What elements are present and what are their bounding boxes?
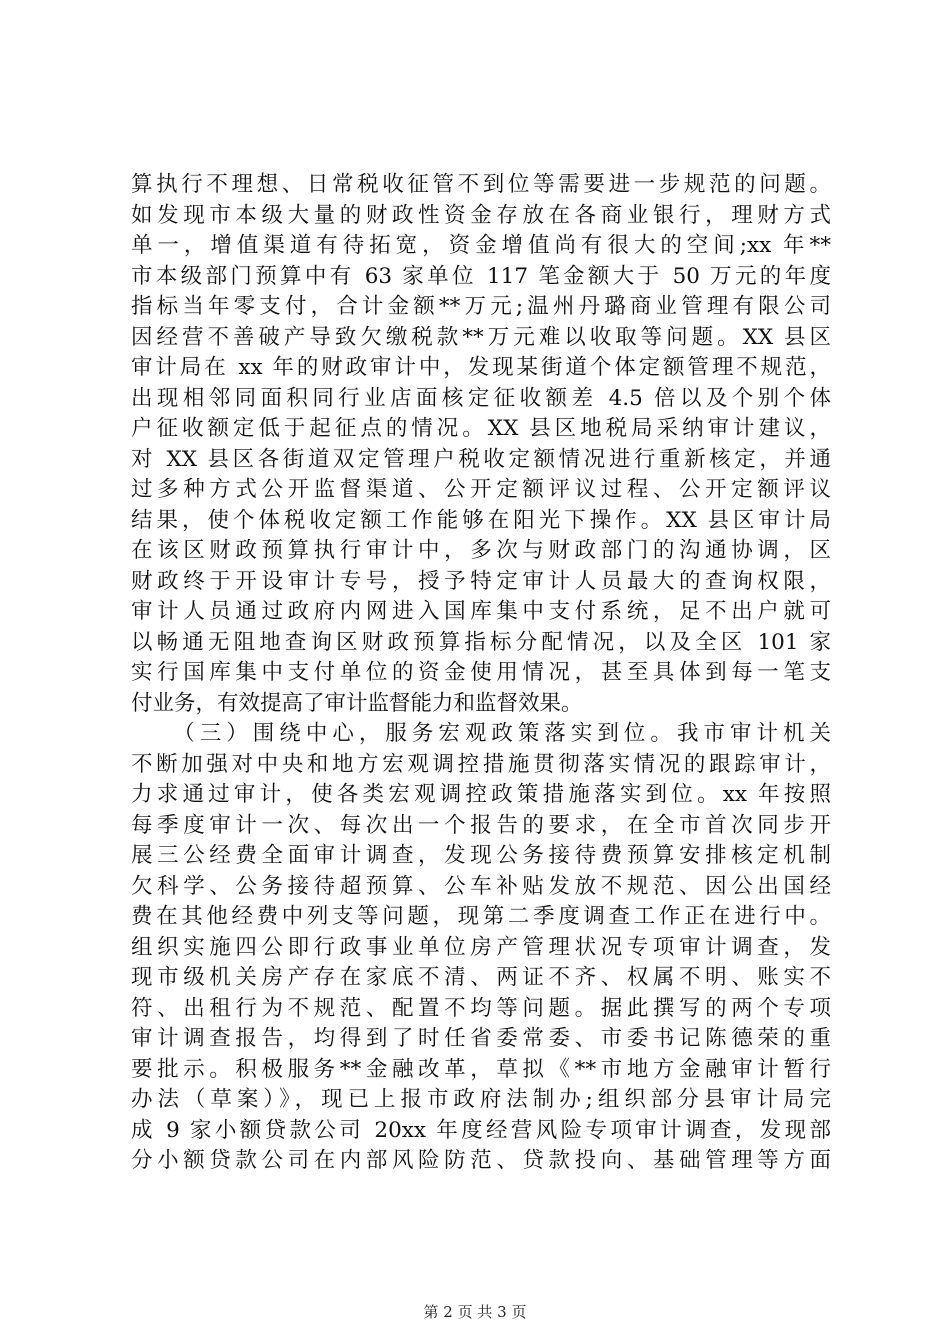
text-line: 审计局在 xx 年的财政审计中，发现某街道个体定额管理不规范， — [131, 355, 831, 380]
text-line: 过多种方式公开监督渠道、公开定额评议过程、公开定额评议 — [131, 477, 831, 502]
text-line: 审计调查报告，均得到了时任省委常委、市委书记陈德荣的重 — [131, 1026, 831, 1051]
text-line: 市本级部门预算中有 63 家单位 117 笔金额大于 50 万元的年度 — [131, 263, 831, 289]
text-line: 欠科学、公务接待超预算、公车补贴发放不规范、因公出国经 — [131, 873, 831, 899]
text-line: 户征收额定低于起征点的情况。XX 县区地税局采纳审计建议， — [131, 416, 831, 441]
text-line: 付业务，有效提高了审计监督能力和监督效果。 — [131, 690, 583, 716]
text-line: 成 9 家小额贷款公司 20xx 年度经营风险专项审计调查，发现部 — [131, 1117, 831, 1143]
text-line: （三）围绕中心，服务宏观政策落实到位。我市审计机关 — [131, 721, 831, 746]
text-line: 审计人员通过政府内网进入国库集中支付系统，足不出户就可 — [131, 599, 831, 624]
page-number-footer: 第 2 页 共 3 页 — [423, 1303, 527, 1321]
text-line: 办法（草案）》，现已上报市政府法制办;组织部分县审计局完 — [131, 1087, 831, 1112]
text-line: 在该区财政预算执行审计中，多次与财政部门的沟通协调，区 — [131, 538, 831, 563]
text-line: 指标当年零支付，合计金额**万元;温州丹璐商业管理有限公司 — [131, 294, 831, 319]
text-line: 力求通过审计，使各类宏观调控政策措施落实到位。xx 年按照 — [131, 782, 831, 807]
body-text — [131, 170, 831, 1177]
text-line: 符、出租行为不规范、配置不均等问题。据此撰写的两个专项 — [131, 995, 831, 1021]
text-line: 以畅通无阻地查询区财政预算指标分配情况，以及全区 101 家 — [131, 629, 831, 655]
text-line: 组织实施四公即行政事业单位房产管理状况专项审计调查，发 — [131, 934, 831, 960]
text-line: 费在其他经费中列支等问题，现第二季度调查工作正在进行中。 — [131, 904, 831, 929]
text-line: 算执行不理想、日常税收征管不到位等需要进一步规范的问题。 — [131, 172, 831, 197]
text-line: 因经营不善破产导致欠缴税款**万元难以收取等问题。XX 县区 — [131, 324, 831, 350]
text-line: 每季度审计一次、每次出一个报告的要求，在全市首次同步开 — [131, 812, 831, 838]
text-line: 出现相邻同面积同行业店面核定征收额差 4.5 倍以及个别个体 — [131, 385, 831, 411]
text-line: 财政终于开设审计专号，授予特定审计人员最大的查询权限， — [131, 568, 831, 594]
text-line: 现市级机关房产存在家底不清、两证不齐、权属不明、账实不 — [131, 965, 831, 990]
text-line: 单一，增值渠道有待拓宽，资金增值尚有很大的空间;xx 年** — [131, 233, 831, 258]
text-line: 展三公经费全面审计调查，发现公务接待费预算安排核定机制 — [131, 843, 831, 868]
text-line: 分小额贷款公司在内部风险防范、贷款投向、基础管理等方面 — [131, 1148, 831, 1173]
text-line: 不断加强对中央和地方宏观调控措施贯彻落实情况的跟踪审计， — [131, 751, 831, 777]
text-line: 结果，使个体税收定额工作能够在阳光下操作。XX 县区审计局 — [131, 507, 831, 533]
text-line: 对 XX 县区各街道双定管理户税收定额情况进行重新核定，并通 — [131, 446, 831, 472]
text-line: 要批示。积极服务**金融改革，草拟《**市地方金融审计暂行 — [131, 1056, 831, 1082]
text-line: 实行国库集中支付单位的资金使用情况，甚至具体到每一笔支 — [131, 660, 831, 685]
text-line: 如发现市本级大量的财政性资金存放在各商业银行，理财方式 — [131, 202, 831, 228]
